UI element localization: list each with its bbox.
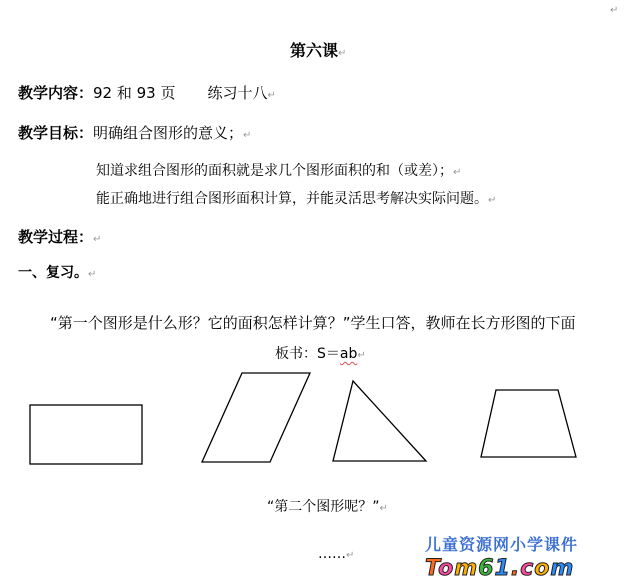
goal-text-3: 能正确地进行组合图形面积计算，并能灵活思考解决实际问题。 <box>96 191 488 207</box>
watermark-letter: . <box>510 556 521 581</box>
watermark-letter: o <box>438 556 455 581</box>
page-title-text: 第六课 <box>290 41 339 60</box>
watermark-site-name: 儿童资源网小学课件 <box>425 535 579 554</box>
paragraph-mark: ↵ <box>93 234 102 245</box>
watermark-letter: 6 <box>478 556 495 581</box>
area-formula: ab <box>339 346 358 362</box>
paragraph-mark: ↵ <box>357 350 366 361</box>
paragraph-mark: ↵ <box>379 503 388 514</box>
paragraph-mark: ↵ <box>453 167 462 178</box>
goal-label: 教学目标： <box>18 124 94 142</box>
blackboard-prefix: 板书：S＝ <box>275 346 340 362</box>
rectangle-shape <box>30 405 142 464</box>
content-pages: 92 和 93 页 <box>93 84 176 102</box>
site-watermark <box>425 532 578 581</box>
paragraph-mark: ↵ <box>346 550 355 561</box>
dialog-line-1: “第一个图形是什么形？它的面积怎样计算？”学生口答，教师在长方形图的下面 <box>50 314 576 332</box>
paragraph-mark: ↵ <box>338 48 347 59</box>
review-heading-text: 一、复习。 <box>18 265 88 281</box>
content-exercise: 练习十八 <box>207 84 268 102</box>
watermark-site-url <box>425 556 578 581</box>
ellipsis-line <box>318 545 354 565</box>
parallelogram-shape <box>202 373 310 462</box>
triangle-shape <box>333 381 426 461</box>
question-text: “第二个图形呢？” <box>267 499 380 515</box>
paragraph-mark: ↵ <box>488 195 497 206</box>
watermark-letter: o <box>534 556 551 581</box>
content-label: 教学内容： <box>18 84 94 102</box>
goal-text-2: 知道求组合图形的面积就是求几个图形面积的和（或差）； <box>96 163 453 179</box>
goal-text-1: 明确组合图形的意义； <box>93 124 244 142</box>
watermark-letter: m <box>550 556 575 581</box>
process-label-text: 教学过程： <box>18 228 94 246</box>
dialog-question <box>267 498 388 518</box>
watermark-letter: c <box>520 556 535 581</box>
paragraph-mark: ↵ <box>267 90 276 101</box>
watermark-letter: m <box>454 556 479 581</box>
corner-return-mark: ↵ <box>610 5 619 16</box>
ellipsis-text: …… <box>318 546 346 562</box>
trapezoid-shape <box>481 390 576 457</box>
watermark-letter: T <box>425 556 439 581</box>
paragraph-mark: ↵ <box>88 269 97 280</box>
paragraph-mark: ↵ <box>243 130 252 141</box>
watermark-letter: 1 <box>494 556 511 581</box>
